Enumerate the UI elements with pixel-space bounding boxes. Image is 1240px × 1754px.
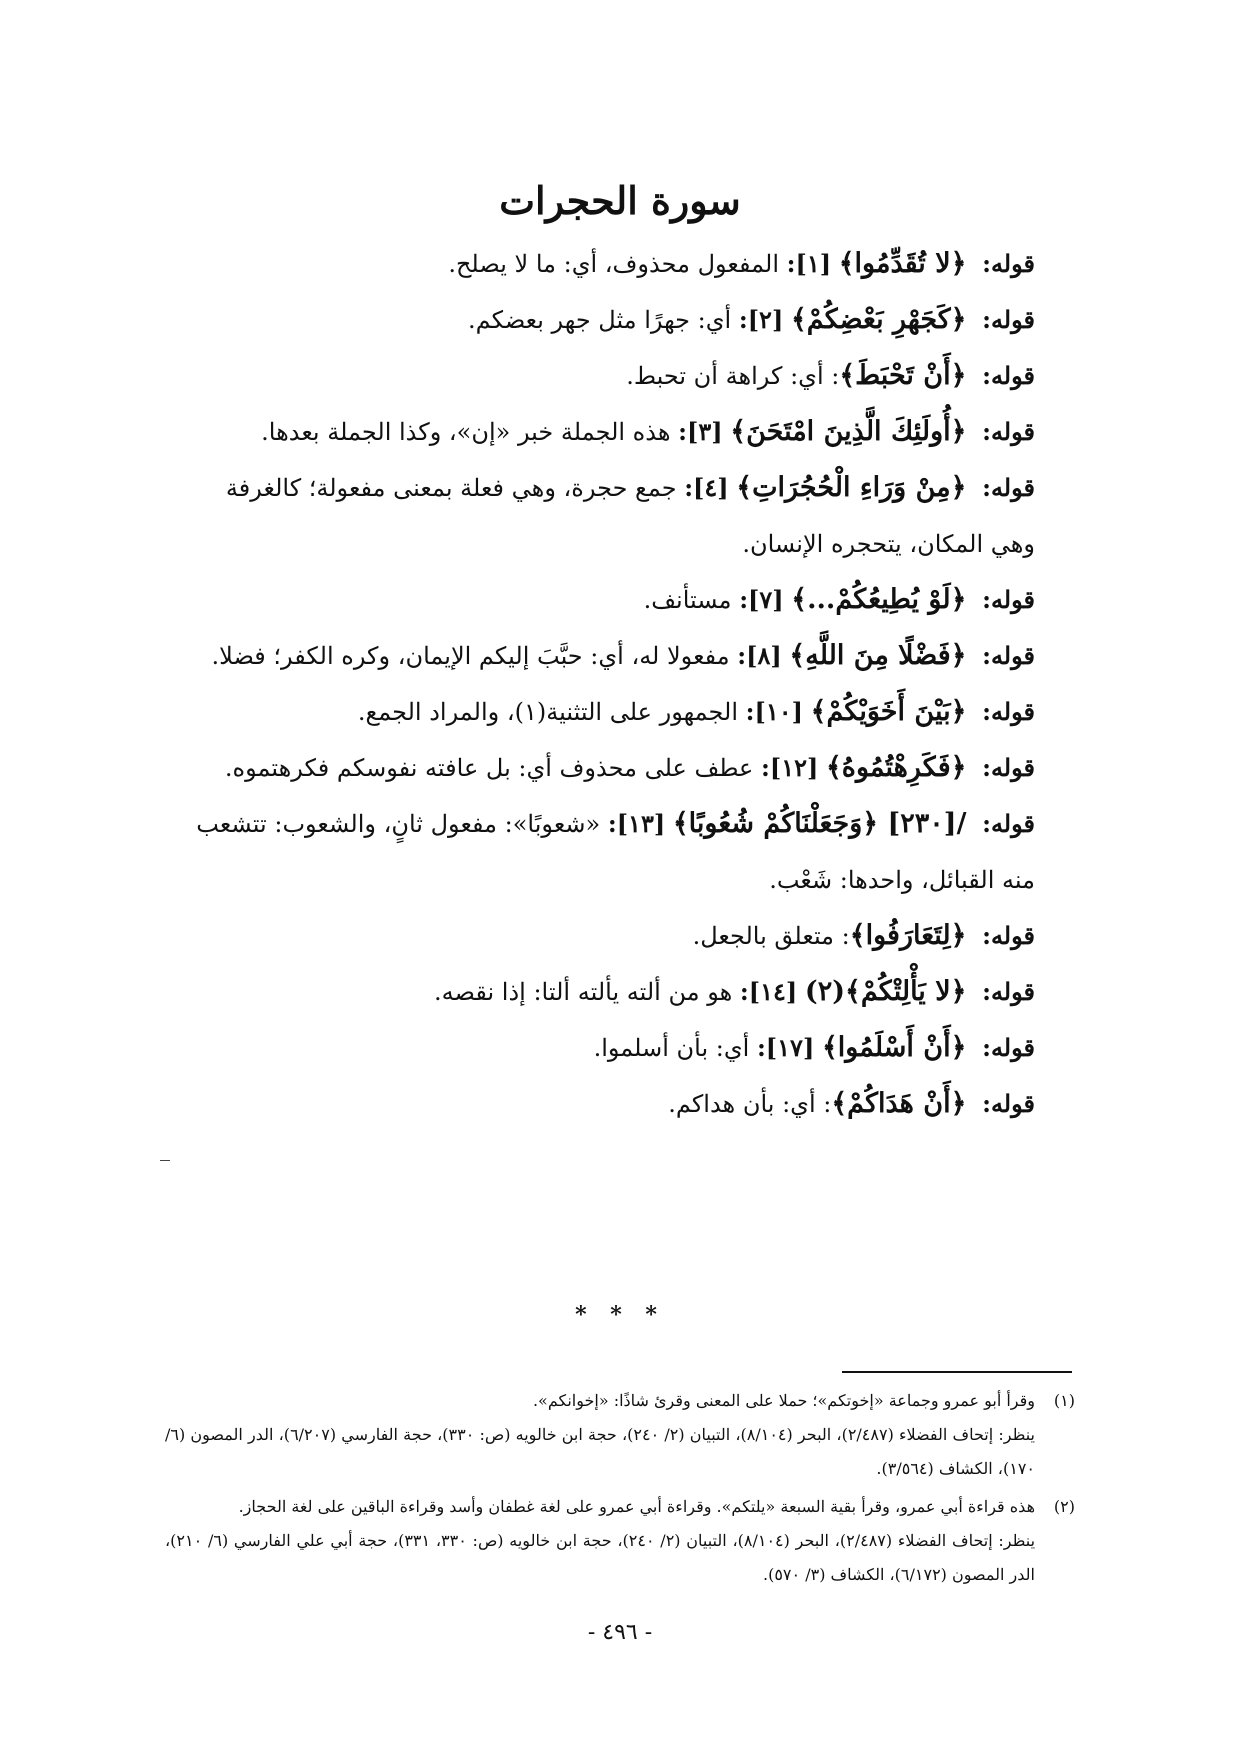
entry-label: قوله: (982, 585, 1035, 614)
entry-text: «شعوبًا»: مفعول ثانٍ، والشعوب: تتشعب منه القبائل، واحدها: شَعْب. (196, 810, 1035, 894)
verse-ref: [١٠]: (745, 697, 803, 726)
entry-text: أي: جهرًا مثل جهر بعضكم. (467, 306, 732, 334)
verse-ref: [٢]: (738, 305, 784, 334)
footnote (165, 1384, 1075, 1486)
surah-title: سورة الحجرات (499, 178, 741, 223)
quran-quote: ﴿فَضْلًا مِنَ اللَّهِ﴾ (789, 640, 967, 671)
entry-label: قوله: (982, 921, 1035, 950)
footnote-number: (١) (1053, 1391, 1075, 1410)
entry (195, 460, 1035, 572)
entry-text: المفعول محذوف، أي: ما لا يصلح. (448, 250, 779, 278)
entry (195, 236, 1035, 292)
quran-quote: ﴿بَيْنَ أَخَوَيْكُمْ﴾ (810, 696, 967, 727)
entry-label: قوله: (982, 417, 1035, 446)
entry-text: الجمهور على التثنية(١)، والمراد الجمع. (357, 698, 738, 726)
quran-quote: /[٢٣٠] ﴿وَجَعَلْنَاكُمْ شُعُوبًا﴾ (672, 808, 967, 839)
entry-text: : متعلق بالجعل. (692, 922, 850, 950)
quran-quote: ﴿كَجَهْرِ بَعْضِكُمْ﴾ (790, 304, 967, 335)
verse-ref: [١٣]: (607, 809, 666, 838)
quran-quote: ﴿لِتَعَارَفُوا﴾ (849, 920, 967, 951)
page-number: - ٤٩٦ - (587, 1620, 653, 1645)
verse-ref: [١٧]: (756, 1033, 815, 1062)
entry-label: قوله: (982, 697, 1035, 726)
entry-label: قوله: (982, 977, 1035, 1006)
entry-text: : أي: بأن هداكم. (668, 1090, 832, 1118)
footnote-line: وقرأ أبو عمرو وجماعة «إخوتكم»؛ حملا على المعنى وقرئ شاذًا: «إخوانكم». (532, 1391, 1035, 1410)
verse-ref: [١٢]: (760, 753, 819, 782)
entry (195, 1076, 1035, 1132)
entry (195, 348, 1035, 404)
footnote-line: ينظر: إتحاف الفضلاء (٢/٤٨٧)، البحر (٨/١٠٤)، التبيان (٢/ ٢٤٠)، حجة ابن خالويه (ص: ٣٣٠)، حجة الفارسي (٦/٢٠٧)، الدر المصون (٦/ ١٧٠)، الكشاف (٣/٥٦٤). (165, 1425, 1036, 1478)
quran-quote: ﴿أَنْ أَسْلَمُوا﴾ (821, 1032, 967, 1063)
entry (195, 964, 1035, 1020)
entry-label: قوله: (982, 809, 1035, 838)
entry-label: قوله: (982, 473, 1035, 502)
entry (195, 684, 1035, 740)
footnote (165, 1490, 1075, 1592)
entry-text: مفعولا له، أي: حبَّبَ إليكم الإيمان، وكره الكفر؛ فضلا. (211, 642, 730, 670)
entry-label: قوله: (982, 641, 1035, 670)
footnotes (165, 1384, 1075, 1596)
quran-quote: ﴿مِنْ وَرَاءِ الْحُجُرَاتِ﴾ (736, 472, 967, 503)
entry-text: أي: بأن أسلموا. (593, 1034, 750, 1062)
quran-quote: ﴿لَوْ يُطِيعُكُمْ...﴾ (791, 584, 967, 615)
entry (195, 1020, 1035, 1076)
entry-text: هو من ألته يألته ألتا: إذا نقصه. (434, 978, 733, 1006)
entry-text: عطف على محذوف أي: بل عافته نفوسكم فكرهتموه. (224, 754, 754, 782)
entry-label: قوله: (982, 753, 1035, 782)
section-separator: * * * (575, 1302, 665, 1328)
verse-ref: [٧]: (739, 585, 784, 614)
entry-text: جمع حجرة، وهي فعلة بمعنى مفعولة؛ كالغرفة وهي المكان، يتحجره الإنسان. (225, 474, 1035, 558)
entry-label: قوله: (982, 305, 1035, 334)
entry-text: هذه الجملة خبر «إن»، وكذا الجملة بعدها. (261, 418, 671, 446)
entry-label: قوله: (982, 249, 1035, 278)
footnote-line: هذه قراءة أبي عمرو، وقرأ بقية السبعة «يلتكم». وقراءة أبي عمرو على لغة غطفان وأسد وقراءة الباقين على لغة الحجاز. (238, 1497, 1035, 1516)
verse-ref: [٤]: (684, 473, 729, 502)
entry-label: قوله: (982, 1033, 1035, 1062)
entry (195, 572, 1035, 628)
entry (195, 740, 1035, 796)
footnote-number: (٢) (1053, 1497, 1075, 1516)
scan-mark (160, 1160, 170, 1161)
quran-quote: ﴿أُولَئِكَ الَّذِينَ امْتَحَنَ﴾ (730, 416, 967, 447)
quran-quote: ﴿فَكَرِهْتُمُوهُ﴾ (825, 752, 967, 783)
entry-text: مستأنف. (643, 586, 732, 614)
quran-quote: ﴿أَنْ تَحْبَطَ﴾ (839, 360, 967, 391)
entry-label: قوله: (982, 1089, 1035, 1118)
verse-ref: [١٤]: (739, 977, 798, 1006)
entry (195, 796, 1035, 908)
entry (195, 404, 1035, 460)
footnote-line: ينظر: إتحاف الفضلاء (٢/٤٨٧)، البحر (٨/١٠٤)، التبيان (٢/ ٢٤٠)، حجة ابن خالويه (ص: ٣٣٠، ٣٣١)، حجة أبي علي الفارسي (٦/ ٢١٠)، الدر المصون (٦/١٧٢)، الكشاف (٣/ ٥٧٠). (165, 1531, 1036, 1584)
quran-quote: ﴿لا يَأْلِتْكُمْ﴾(٢) (804, 976, 967, 1007)
entry (195, 292, 1035, 348)
entry (195, 628, 1035, 684)
verse-ref: [١]: (786, 249, 832, 278)
quran-quote: ﴿أَنْ هَدَاكُمْ﴾ (831, 1088, 967, 1119)
quran-quote: ﴿لا تُقَدِّمُوا﴾ (838, 248, 967, 279)
entry-label: قوله: (982, 361, 1035, 390)
entry-text: : أي: كراهة أن تحبط. (626, 362, 840, 390)
verse-ref: [٨]: (737, 641, 782, 670)
footnote-rule (842, 1371, 1072, 1373)
verse-ref: [٣]: (678, 417, 723, 446)
commentary-entries (195, 236, 1035, 1132)
entry (195, 908, 1035, 964)
